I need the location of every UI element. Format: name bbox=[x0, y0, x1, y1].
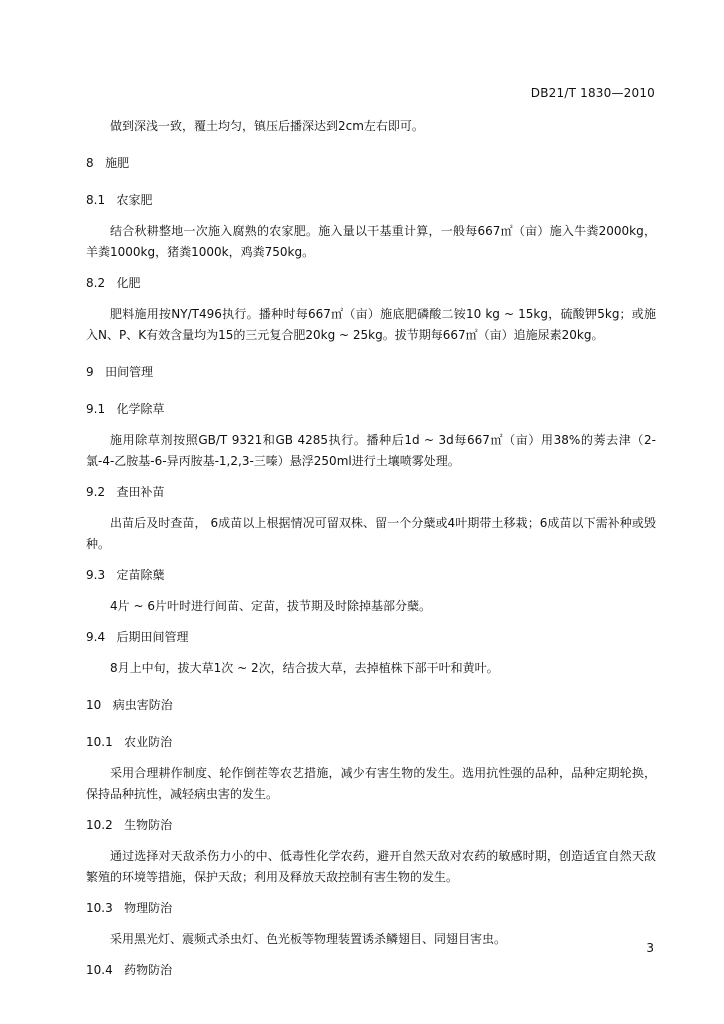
section-9-3-heading bbox=[86, 565, 656, 586]
section-number: 9 bbox=[86, 365, 94, 379]
page-number: 3 bbox=[646, 941, 654, 955]
section-number: 10 bbox=[86, 698, 102, 712]
section-title: 生物防治 bbox=[124, 818, 173, 832]
section-8-1-heading bbox=[86, 190, 656, 211]
section-9-4-heading bbox=[86, 627, 656, 648]
section-number: 9.2 bbox=[86, 485, 106, 499]
section-title: 化肥 bbox=[116, 276, 141, 290]
paragraph-9-2: 出苗后及时查苗， 6成苗以上根据情况可留双株、留一个分蘖或4叶期带土移栽；6成苗以下需补种或毁种。 bbox=[86, 516, 656, 551]
section-8-heading bbox=[86, 153, 656, 174]
paragraph-9-4: 8月上中旬，拔大草1次 ~ 2次，结合拔大草，去掉植株下部干叶和黄叶。 bbox=[110, 661, 499, 675]
section-number: 10.2 bbox=[86, 818, 113, 832]
section-10-heading bbox=[86, 695, 656, 716]
section-10-4-heading bbox=[86, 960, 656, 981]
section-number: 8.2 bbox=[86, 276, 106, 290]
paragraph-8-1: 结合秋耕整地一次施入腐熟的农家肥。施入量以干基重计算，一般每667㎡（亩）施入牛粪2000kg，羊粪1000kg，猪粪1000k，鸡粪750kg。 bbox=[86, 224, 656, 259]
paragraph-10-2: 通过选择对天敌杀伤力小的中、低毒性化学农药，避开自然天敌对农药的敏感时期，创造适宜自然天敌繁殖的环境等措施，保护天敌；利用及释放天敌控制有害生物的发生。 bbox=[86, 849, 656, 884]
section-number: 8.1 bbox=[86, 193, 106, 207]
section-title: 查田补苗 bbox=[116, 485, 165, 499]
section-10-2-heading bbox=[86, 815, 656, 836]
paragraph-9-3: 4片 ~ 6片叶时进行间苗、定苗，拔节期及时除掉基部分蘖。 bbox=[110, 599, 431, 613]
section-title: 药物防治 bbox=[124, 963, 173, 977]
paragraph-9-1: 施用除草剂按照GB/T 9321和GB 4285执行。播种后1d ~ 3d每667㎡（亩）用38%的莠去津（2-氯-4-乙胺基-6-异丙胺基-1,2,3-三嗪）悬浮250ml进行土壤喷雾处理。 bbox=[86, 433, 656, 468]
section-number: 9.3 bbox=[86, 568, 106, 582]
section-number: 9.4 bbox=[86, 630, 106, 644]
section-9-1-heading bbox=[86, 399, 656, 420]
section-title: 后期田间管理 bbox=[116, 630, 189, 644]
document-body bbox=[86, 116, 656, 981]
section-title: 定苗除蘖 bbox=[116, 568, 165, 582]
section-8-2-heading bbox=[86, 273, 656, 294]
section-title: 化学除草 bbox=[116, 402, 165, 416]
paragraph-8-2: 肥料施用按NY/T496执行。播种时每667㎡（亩）施底肥磷酸二铵10 kg ~ 15kg，硫酸钾5kg；或施入N、P、K有效含量均为15的三元复合肥20kg ~ 25kg。拔节期每667㎡（亩）追施尿素20kg。 bbox=[86, 307, 656, 342]
section-number: 8 bbox=[86, 156, 94, 170]
section-title: 物理防治 bbox=[124, 901, 173, 915]
paragraph-10-1: 采用合理耕作制度、轮作倒茬等农艺措施，减少有害生物的发生。选用抗性强的品种，品种定期轮换，保持品种抗性，减轻病虫害的发生。 bbox=[86, 766, 656, 801]
section-9-heading bbox=[86, 362, 656, 383]
section-number: 10.1 bbox=[86, 735, 113, 749]
document-code: DB21/T 1830—2010 bbox=[530, 86, 655, 100]
section-10-3-heading bbox=[86, 898, 656, 919]
section-title: 农业防治 bbox=[124, 735, 173, 749]
section-number: 10.3 bbox=[86, 901, 113, 915]
section-title: 农家肥 bbox=[116, 193, 153, 207]
section-9-2-heading bbox=[86, 482, 656, 503]
section-number: 9.1 bbox=[86, 402, 106, 416]
section-title: 田间管理 bbox=[105, 365, 154, 379]
paragraph-intro: 做到深浅一致，覆土均匀，镇压后播深达到2cm左右即可。 bbox=[110, 119, 424, 133]
section-number: 10.4 bbox=[86, 963, 113, 977]
section-10-1-heading bbox=[86, 732, 656, 753]
section-title: 施肥 bbox=[105, 156, 130, 170]
section-title: 病虫害防治 bbox=[112, 698, 173, 712]
paragraph-10-3: 采用黑光灯、震频式杀虫灯、色光板等物理装置诱杀鳞翅目、同翅目害虫。 bbox=[110, 932, 507, 946]
